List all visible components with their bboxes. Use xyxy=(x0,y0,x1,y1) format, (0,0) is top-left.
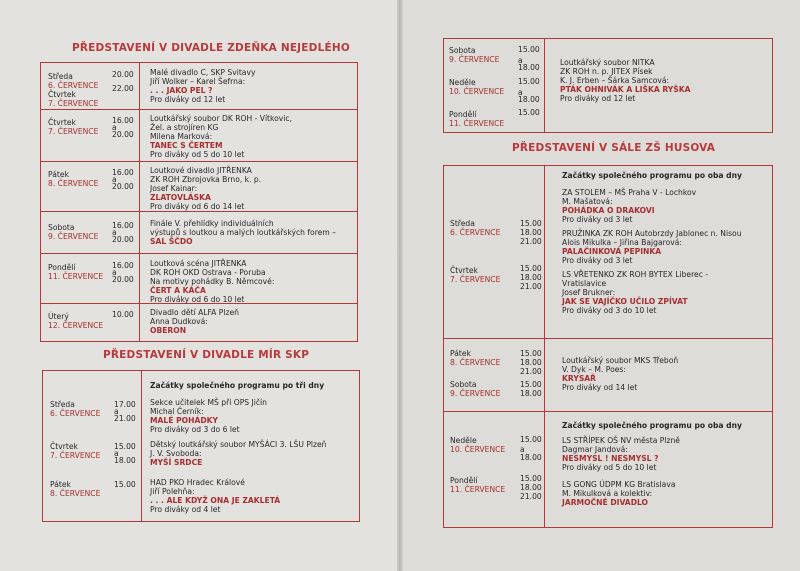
zs-b3-item0-age: Pro diváky od 5 do 10 let xyxy=(562,463,657,472)
zdenek-row3-line: výstupů s loutkou a malých loutkářských forem – xyxy=(150,228,336,237)
zdenek-row0-line: Malé divadlo C, SKP Svitavy xyxy=(150,68,256,77)
zs-b2-time: 18.00 xyxy=(520,389,542,398)
mir-row1-time: 18.00 xyxy=(114,456,136,465)
zdenek-row2-time: a xyxy=(112,175,117,184)
zs-b1-day: 7. ČERVENCE xyxy=(450,275,501,284)
zdenek-row0-day: Čtvrtek xyxy=(48,90,76,99)
zs-b3-day: Pondělí xyxy=(450,476,478,485)
zs-b3-day: Neděle xyxy=(450,436,477,445)
zdenek-row0-age: Pro diváky od 12 let xyxy=(150,95,226,104)
zdenek-row2-time: 16.00 xyxy=(112,168,134,177)
zs-header: Začátky společného programu po oba dny xyxy=(562,171,742,180)
mir-row2-day: Pátek xyxy=(50,480,71,489)
zs-b3-item1-show: JARMOČNÉ DIVADLO xyxy=(562,498,649,507)
zdenek-row4-age: Pro diváky od 6 do 10 let xyxy=(150,295,245,304)
zs-b3-time: 18.00 xyxy=(520,453,542,462)
mir-row0-time: 21.00 xyxy=(114,414,136,423)
zs-b1-item2-line: Vratislavice xyxy=(562,279,607,288)
right-top-time: 18.00 xyxy=(518,95,540,104)
zs-b1-item2-line: LS VŘETENKO ZK ROH BYTEX Liberec - xyxy=(562,270,709,279)
zs-b3-time: 18.00 xyxy=(520,483,542,492)
zs-b2-time: 15.00 xyxy=(520,380,542,389)
right-top-day: 11. ČERVENCE xyxy=(449,119,505,128)
zdenek-row5-day: Úterý xyxy=(48,312,69,321)
mir-row1-show: MYŠÍ SRDCE xyxy=(150,458,203,467)
zdenek-row0-show: . . . JAKO PEL ? xyxy=(150,86,213,95)
zdenek-row0-day: 7. ČERVENCE xyxy=(48,99,99,108)
right-top-day: 9. ČERVENCE xyxy=(449,55,500,64)
zdenek-row4-time: 16.00 xyxy=(112,261,134,270)
zs-b2-day: Pátek xyxy=(450,349,471,358)
right-top-time: 15.00 xyxy=(518,108,540,117)
zdenek-row4-line: Loutková scéna JITŘENKA xyxy=(150,259,247,268)
zs-b3-item1-line: LS GONG ÚDPM KG Bratislava xyxy=(562,480,676,489)
zdenek-row3-time: a xyxy=(112,228,117,237)
zs-b1-time: 18.00 xyxy=(520,228,542,237)
mir-row2-time: 15.00 xyxy=(114,480,136,489)
zs-b3-item0-line: Dagmar Jandová: xyxy=(562,445,628,454)
zdenek-row5-show: OBERON xyxy=(150,326,187,335)
zs-b1-time: 21.00 xyxy=(520,282,542,291)
zs-b3-item0-line: LS STŘÍPEK OŠ NV města Plzně xyxy=(562,436,680,445)
section-title-zdenek: PŘEDSTAVENÍ V DIVADLE ZDEŇKA NEJEDLÉHO xyxy=(72,42,350,54)
zs-b1-day: Čtvrtek xyxy=(450,266,478,275)
mir-row0-time: a xyxy=(114,407,119,416)
zs-b3-time: a xyxy=(520,445,525,454)
zdenek-row0-day: Středa xyxy=(48,72,73,81)
zdenek-row5-line: Divadlo dětí ALFA Plzeň xyxy=(150,308,239,317)
zdenek-row1-line: Loutkářský soubor DK ROH - Vítkovic, xyxy=(150,114,293,123)
zs-b2-age: Pro diváky od 14 let xyxy=(562,383,638,392)
right-top-time: 15.00 xyxy=(518,45,540,54)
zs-b3-item1-line: M. Mikulková a kolektiv: xyxy=(562,489,653,498)
zs-b3-time: 21.00 xyxy=(520,492,542,501)
mir-row0-day: Středa xyxy=(50,400,75,409)
zs-b1-time: 18.00 xyxy=(520,273,542,282)
zdenek-row5-time: 10.00 xyxy=(112,310,134,319)
right-top-line: Loutkářský soubor NITKA xyxy=(560,58,655,67)
zs-b1-item2-show: JAK SE VAJÍČKO UČILO ZPÍVAT xyxy=(562,297,688,306)
zdenek-row4-line: DK ROH OKD Ostrava - Poruba xyxy=(150,268,266,277)
zdenek-row3-time: 16.00 xyxy=(112,221,134,230)
mir-row0-line: Sekce učitelek MŠ při OPS Jičín xyxy=(150,398,267,407)
zs-b2-day: 9. ČERVENCE xyxy=(450,389,501,398)
right-top-time: a xyxy=(518,56,523,65)
zs-b2-time: 18.00 xyxy=(520,358,542,367)
zs-b1-item0-line: M. Mašatová: xyxy=(562,197,613,206)
mir-row1-line: J. V. Svoboda: xyxy=(150,449,202,458)
zs-b1-item2-line: Josef Brukner: xyxy=(562,288,616,297)
zdenek-row2-line: Josef Kainar: xyxy=(150,184,198,193)
right-top-day: Pondělí xyxy=(449,110,477,119)
zs-b1-item1-age: Pro diváky od 3 let xyxy=(562,256,633,265)
zdenek-row3-day: Sobota xyxy=(48,223,75,232)
right-top-time: 18.00 xyxy=(518,63,540,72)
zs-b1-item1-show: PALAČINKOVÁ PEPINKA xyxy=(562,247,662,256)
mir-row2-line: Jiří Polehňa: xyxy=(150,487,195,496)
mir-row2-line: HAD PKO Hradec Králové xyxy=(150,478,245,487)
zs-b2-line: V. Dyk – M. Poes: xyxy=(562,365,626,374)
mir-row1-day: Čtvrtek xyxy=(50,442,78,451)
zdenek-row3-show: SAL ŠČDO xyxy=(150,237,193,246)
zdenek-row3-day: 9. ČERVENCE xyxy=(48,232,99,241)
right-top-day: Sobota xyxy=(449,46,476,55)
zdenek-row1-time: 20.00 xyxy=(112,130,134,139)
zdenek-row2-show: ZLATOVLÁSKA xyxy=(150,193,211,202)
page-fold xyxy=(397,0,403,571)
zdenek-row1-day: 7. ČERVENCE xyxy=(48,127,99,136)
zs-b2-line: Loutkářský soubor MKS Třeboň xyxy=(562,356,679,365)
right-top-age: Pro diváky od 12 let xyxy=(560,94,636,103)
zdenek-row2-day: Pátek xyxy=(48,170,69,179)
zdenek-row1-line: Žel. a strojíren KG xyxy=(150,123,219,132)
zdenek-row0-time: 22.00 xyxy=(112,84,134,93)
zdenek-row0-day: 6. ČERVENCE xyxy=(48,81,99,90)
mir-row1-line: Dětský loutkářský soubor MYŠÁCI 3. LŠU Plzeň xyxy=(150,440,327,449)
zs-b2-time: 21.00 xyxy=(520,367,542,376)
zdenek-row4-time: 20.00 xyxy=(112,275,134,284)
zdenek-row4-day: Pondělí xyxy=(48,263,76,272)
zs-b1-day: 6. ČERVENCE xyxy=(450,228,501,237)
section-title-zs: PŘEDSTAVENÍ V SÁLE ZŠ HUSOVA xyxy=(512,142,716,154)
mir-header: Začátky společného programu po tři dny xyxy=(150,381,325,390)
zdenek-row4-show: ČERT A KÁČA xyxy=(150,286,206,295)
zdenek-row1-day: Čtvrtek xyxy=(48,118,76,127)
mir-row0-line: Michal Černík: xyxy=(150,407,204,416)
zs-b3-time: 15.00 xyxy=(520,435,542,444)
mir-row2-age: Pro diváky od 4 let xyxy=(150,505,221,514)
zdenek-row1-line: Milena Marková: xyxy=(150,132,213,141)
zs-b1-day: Středa xyxy=(450,219,475,228)
zs-b1-item1-line: Alois Mikulka – Jiřina Bajgarová: xyxy=(562,238,682,247)
mir-row0-show: MALÉ POHÁDKY xyxy=(150,416,219,425)
zdenek-row1-time: 16.00 xyxy=(112,116,134,125)
right-top-time: a xyxy=(518,88,523,97)
zs-b1-time: 15.00 xyxy=(520,219,542,228)
mir-row1-time: a xyxy=(114,449,119,458)
mir-row1-day: 7. ČERVENCE xyxy=(50,451,101,460)
zs-b2-day: 8. ČERVENCE xyxy=(450,358,501,367)
mir-row1-time: 15.00 xyxy=(114,442,136,451)
zdenek-row5-line: Anna Dudková: xyxy=(150,317,208,326)
mir-row0-time: 17.00 xyxy=(114,400,136,409)
zdenek-row1-age: Pro diváky od 5 do 10 let xyxy=(150,150,245,159)
zdenek-row4-day: 11. ČERVENCE xyxy=(48,272,104,281)
zs-b3-time: 15.00 xyxy=(520,474,542,483)
right-top-line: ZK ROH n. p. JITEX Písek xyxy=(560,67,653,76)
zs-b2-day: Sobota xyxy=(450,380,477,389)
zs-b3-day: 10. ČERVENCE xyxy=(450,445,506,454)
zdenek-row2-age: Pro diváky od 6 do 14 let xyxy=(150,202,245,211)
zdenek-row2-day: 8. ČERVENCE xyxy=(48,179,99,188)
mir-row2-show: . . . ALE KDYŽ ONA JE ZAKLETÁ xyxy=(150,496,281,505)
zdenek-row4-line: Na motivy pohádky B. Němcové: xyxy=(150,277,275,286)
zs-b1-item2-age: Pro diváky od 3 do 10 let xyxy=(562,306,657,315)
right-top-time: 15.00 xyxy=(518,77,540,86)
zs-b3-header: Začátky společného programu po oba dny xyxy=(562,421,742,430)
zdenek-row1-show: TANEC S ČERTEM xyxy=(150,141,223,150)
zs-b1-time: 15.00 xyxy=(520,264,542,273)
zs-b3-day: 11. ČERVENCE xyxy=(450,485,506,494)
zdenek-row0-line: Jiří Wolker – Karel Šefrna: xyxy=(150,77,246,86)
zdenek-row2-time: 20.00 xyxy=(112,182,134,191)
zdenek-row3-time: 20.00 xyxy=(112,235,134,244)
zdenek-row2-line: ZK ROH Zbrojovka Brno, k. p. xyxy=(150,175,262,184)
mir-row0-day: 6. ČERVENCE xyxy=(50,409,101,418)
zs-b1-item0-line: ZA STOLEM – MŠ Praha V - Lochkov xyxy=(562,188,697,197)
zdenek-row1-time: a xyxy=(112,123,117,132)
zs-b3-item0-show: NESMYSL ! NESMYSL ? xyxy=(562,454,659,463)
zs-b2-time: 15.00 xyxy=(520,349,542,358)
right-top-day: Neděle xyxy=(449,78,476,87)
zs-b1-time: 21.00 xyxy=(520,237,542,246)
zdenek-row4-time: a xyxy=(112,268,117,277)
zdenek-row2-line: Loutkové divadlo JITŘENKA xyxy=(150,166,252,175)
right-top-line: K. J. Erben – Šárka Samcová: xyxy=(560,76,670,85)
zdenek-row5-day: 12. ČERVENCE xyxy=(48,321,104,330)
zdenek-row3-line: Finále V. přehlídky individuálních xyxy=(150,219,274,228)
right-top-show: PTÁK OHNIVÁK A LIŠKA RYŠKA xyxy=(560,85,691,94)
zs-b1-item1-line: PRUŽINKA ZK ROH Autobrzdy Jablonec n. Nisou xyxy=(562,229,742,238)
section-title-mir: PŘEDSTAVENÍ V DIVADLE MÍR SKP xyxy=(103,349,310,361)
right-top-day: 10. ČERVENCE xyxy=(449,87,505,96)
mir-row0-age: Pro diváky od 3 do 6 let xyxy=(150,425,240,434)
zdenek-row0-time: 20.00 xyxy=(112,70,134,79)
mir-row2-day: 8. ČERVENCE xyxy=(50,489,101,498)
zs-b1-item0-show: POHÁDKA O DRAKOVI xyxy=(562,206,655,215)
zs-b2-show: KRYSAŘ xyxy=(562,374,597,383)
zs-b1-item0-age: Pro diváky od 3 let xyxy=(562,215,633,224)
